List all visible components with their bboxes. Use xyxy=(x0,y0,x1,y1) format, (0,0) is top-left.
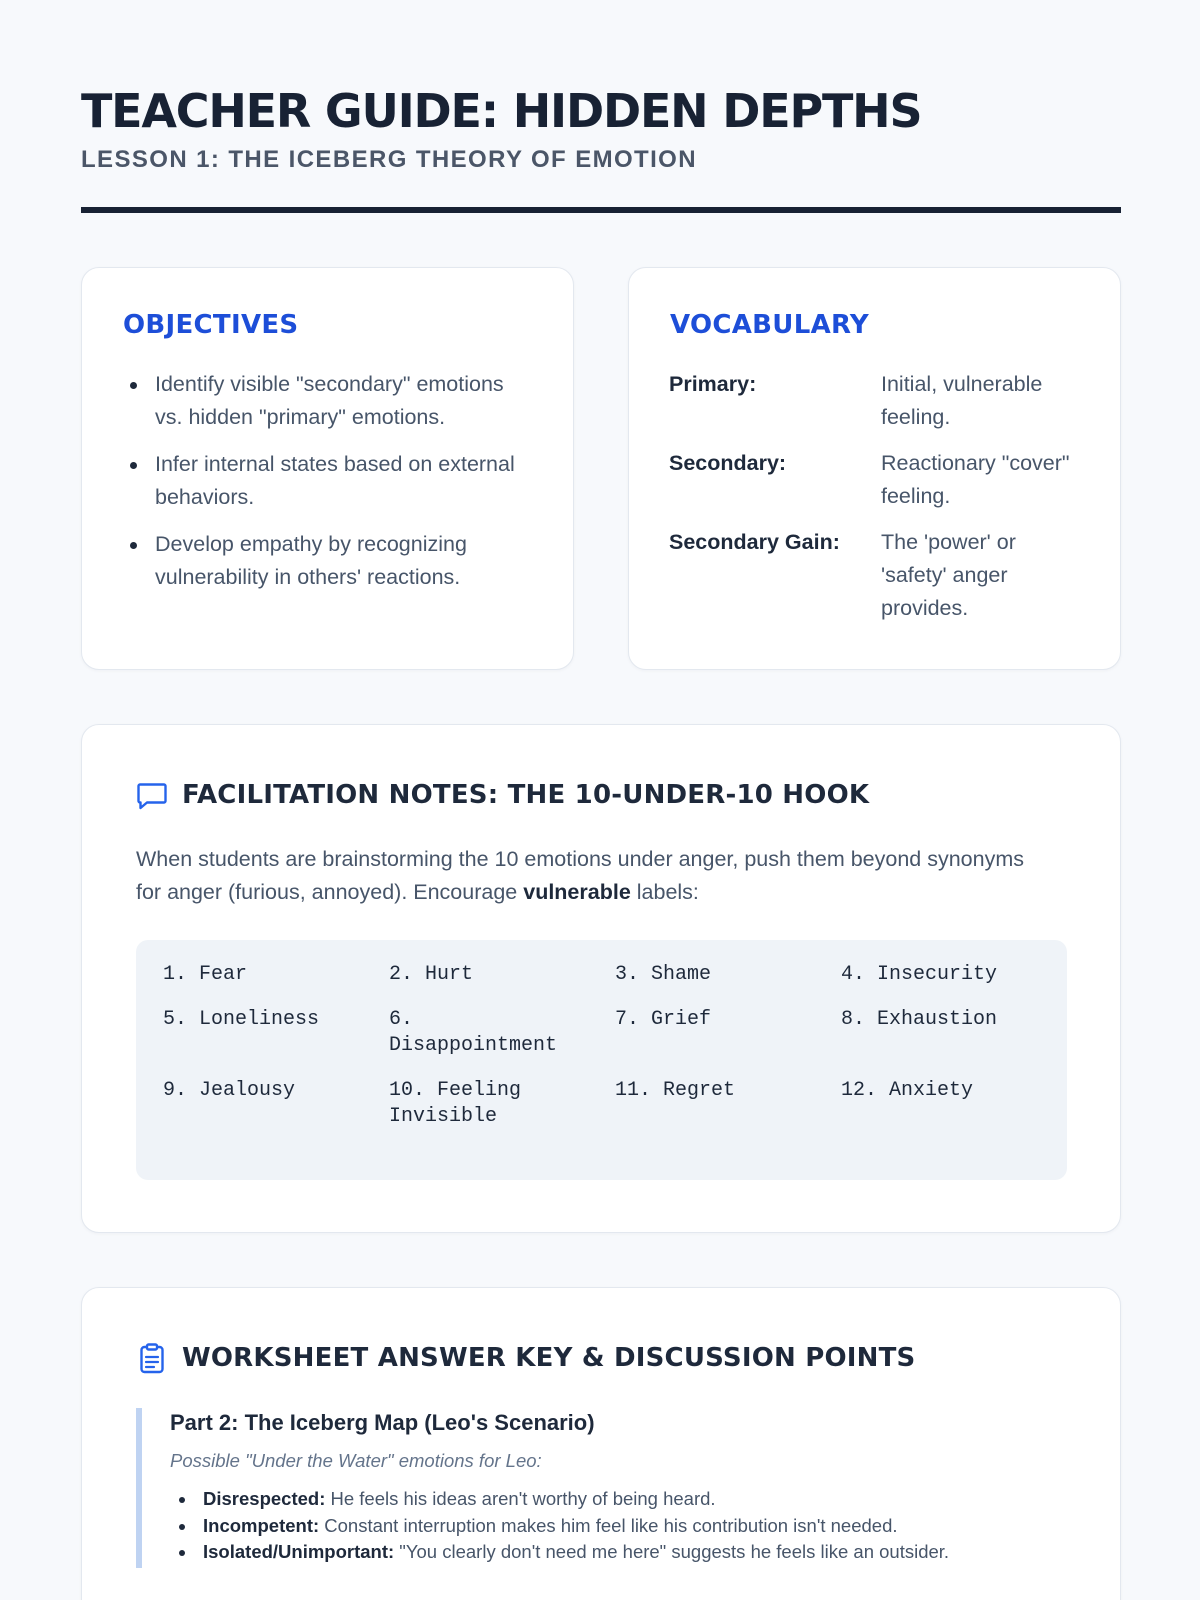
emotion-item: 5. Loneliness xyxy=(163,1008,320,1031)
objective-item: Infer internal states based on external behaviors. xyxy=(122,448,522,514)
emotions-panel xyxy=(136,940,1067,1180)
vocabulary-term: Primary: xyxy=(669,372,757,396)
vocabulary-row xyxy=(669,368,1089,434)
emotion-item: 9. Jealousy xyxy=(163,1079,296,1102)
answer-label: Incompetent: xyxy=(203,1514,320,1536)
vocabulary-definition: The 'power' or 'safety' anger provides. xyxy=(881,530,1016,620)
facilitation-text-part: When students are brainstorming the 10 emotions under anger, push them beyond synonyms for anger (furious, annoyed). Encourage xyxy=(136,847,1024,904)
facilitation-emphasis: vulnerable xyxy=(523,880,631,904)
part-subtitle: Possible "Under the Water" emotions for Leo: xyxy=(170,1450,542,1471)
emotion-item: 2. Hurt xyxy=(389,963,474,986)
objective-item: Develop empathy by recognizing vulnerability in others' reactions. xyxy=(122,528,522,594)
facilitation-text-part: labels: xyxy=(630,880,699,904)
emotion-item: 4. Insecurity xyxy=(841,963,998,986)
emotion-item: 8. Exhaustion xyxy=(841,1008,998,1031)
answer-item xyxy=(170,1486,1036,1513)
vocabulary-term: Secondary Gain: xyxy=(669,530,840,554)
emotion-item: 11. Regret xyxy=(615,1079,736,1102)
vocabulary-row xyxy=(669,526,1089,625)
vocabulary-list xyxy=(669,368,1089,638)
answer-list xyxy=(170,1486,1036,1566)
objectives-heading: OBJECTIVES xyxy=(123,310,299,340)
page-subtitle: LESSON 1: THE ICEBERG THEORY OF EMOTION xyxy=(81,146,697,173)
answer-item xyxy=(170,1513,1036,1540)
vocabulary-term: Secondary: xyxy=(669,451,787,475)
chat-bubble-icon xyxy=(136,779,168,811)
worksheet-title: WORKSHEET ANSWER KEY & DISCUSSION POINTS xyxy=(182,1343,916,1373)
vocabulary-row xyxy=(669,447,1089,513)
emotions-grid xyxy=(163,962,1063,1130)
clipboard-icon xyxy=(136,1342,168,1374)
vocabulary-definition: Reactionary "cover" feeling. xyxy=(881,451,1070,508)
page-title: TEACHER GUIDE: HIDDEN DEPTHS xyxy=(81,84,922,138)
answer-text: He feels his ideas aren't worthy of being heard. xyxy=(325,1488,716,1509)
emotion-item: 1. Fear xyxy=(163,963,248,986)
header-divider xyxy=(81,207,1121,213)
emotion-item: 12. Anxiety xyxy=(841,1079,974,1102)
facilitation-title: FACILITATION NOTES: THE 10-UNDER-10 HOOK xyxy=(182,780,870,810)
answer-item xyxy=(170,1539,1036,1566)
emotion-item: 10. Feeling Invisible xyxy=(389,1079,522,1128)
facilitation-heading xyxy=(136,779,869,811)
vocabulary-card xyxy=(628,267,1121,670)
emotion-item: 3. Shame xyxy=(615,963,712,986)
objectives-card xyxy=(81,267,574,670)
answer-label: Isolated/Unimportant: xyxy=(203,1541,395,1562)
emotion-item: 6. Disappointment xyxy=(389,1008,558,1057)
part-title: Part 2: The Iceberg Map (Leo's Scenario) xyxy=(170,1410,595,1435)
answer-text: "You clearly don't need me here" suggests he feels like an outsider. xyxy=(394,1541,950,1562)
answer-text: Constant interruption makes him feel like his contribution isn't needed. xyxy=(319,1514,898,1536)
answer-key-part xyxy=(136,1408,1036,1568)
emotion-item: 7. Grief xyxy=(615,1008,712,1031)
worksheet-heading xyxy=(136,1342,915,1374)
objective-item: Identify visible "secondary" emotions vs. hidden "primary" emotions. xyxy=(122,368,522,434)
worksheet-card xyxy=(81,1287,1121,1600)
vocabulary-definition: Initial, vulnerable feeling. xyxy=(881,372,1043,429)
objectives-list xyxy=(122,368,522,608)
vocabulary-heading: VOCABULARY xyxy=(670,310,870,340)
facilitation-text xyxy=(136,843,1036,909)
answer-label: Disrespected: xyxy=(203,1488,326,1509)
facilitation-card xyxy=(81,724,1121,1233)
